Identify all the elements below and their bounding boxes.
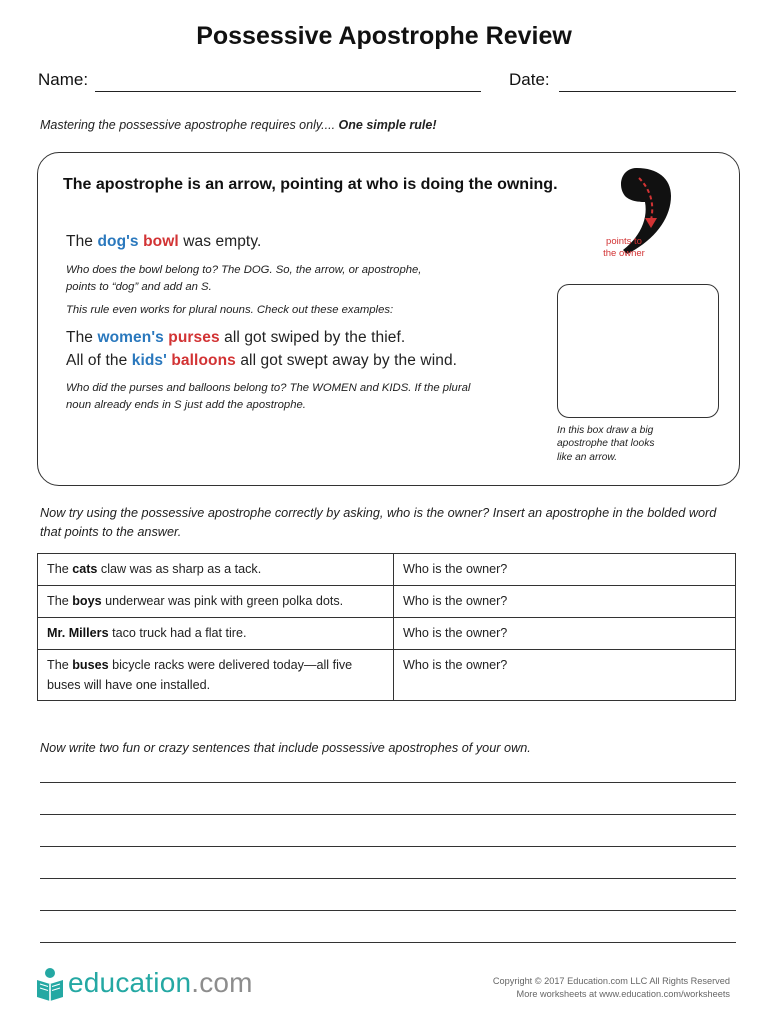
sentence-after: underwear was pink with green polka dots. — [105, 594, 344, 608]
name-field[interactable] — [95, 91, 481, 92]
write-prompt: Now write two fun or crazy sentences that include possessive apostrophes of your own. — [40, 741, 531, 755]
logo-suffix: .com — [191, 967, 253, 998]
sentence-after: bicycle racks were delivered today—all five buses will have one installed. — [47, 658, 353, 692]
draw-caption-line3: like an arrow. — [557, 451, 618, 463]
note-dog-line2: points to “dog” and add an S. — [66, 280, 212, 293]
example-kids-owner: kids' — [131, 352, 167, 369]
example-dog — [66, 233, 261, 251]
example-dog-owned: bowl — [143, 233, 179, 250]
sentence-after: taco truck had a flat tire. — [112, 626, 247, 640]
points-label-line1: points to — [606, 236, 642, 247]
sentence-bold-word: boys — [72, 594, 102, 608]
owner-answer-cell[interactable] — [394, 618, 736, 650]
table-row — [38, 650, 736, 701]
draw-caption-line1: In this box draw a big — [557, 425, 654, 436]
writing-line[interactable] — [40, 814, 736, 815]
example-dog-prefix: The — [66, 233, 94, 250]
logo-wordmark — [68, 967, 253, 999]
intro-rule-highlight: One simple rule! — [338, 118, 437, 132]
table-row — [38, 554, 736, 586]
example-kids-prefix: All of the — [66, 352, 128, 369]
sentence-before: The — [47, 562, 69, 576]
owner-answer-cell[interactable] — [394, 650, 736, 701]
intro-sentence: Mastering the possessive apostrophe requires only.... — [40, 118, 336, 132]
points-label-line2: the owner — [603, 247, 645, 259]
example-kids — [66, 352, 457, 370]
table-row — [38, 618, 736, 650]
date-field[interactable] — [559, 91, 736, 92]
writing-line[interactable] — [40, 782, 736, 783]
logo-main: education — [68, 967, 192, 998]
owner-question: Who is the owner? — [403, 594, 508, 608]
owner-answer-cell[interactable] — [394, 554, 736, 586]
example-women-rest: all got swiped by the thief. — [224, 329, 406, 346]
owner-question: Who is the owner? — [403, 658, 508, 672]
intro-text — [40, 118, 437, 132]
example-dog-owner: dog's — [97, 233, 139, 250]
note-women-kids — [66, 380, 470, 413]
owner-answer-cell[interactable] — [394, 586, 736, 618]
owner-question: Who is the owner? — [403, 562, 508, 576]
draw-caption-line2: apostrophe that looks — [557, 438, 655, 450]
note-dog-line1: Who does the bowl belong to? The DOG. So, the arrow, or apostrophe, — [66, 264, 422, 276]
example-women-owner: women's — [97, 329, 164, 346]
note-dog — [66, 262, 421, 295]
page-title: Possessive Apostrophe Review — [196, 22, 572, 50]
copyright-line: Copyright © 2017 Education.com LLC All Rights Reserved — [492, 976, 730, 986]
sentence-cell[interactable] — [38, 618, 394, 650]
example-women-owned: purses — [168, 329, 220, 346]
more-worksheets-line: More worksheets at www.education.com/worksheets — [516, 988, 730, 999]
exercise-instructions: Now try using the possessive apostrophe correctly by asking, who is the owner? Insert an apostrophe in the bolded word that points to the answer. — [40, 506, 717, 539]
rule-heading: The apostrophe is an arrow, pointing at who is doing the owning. — [63, 176, 558, 193]
example-women — [66, 329, 405, 347]
writing-line[interactable] — [40, 910, 736, 911]
reader-book-icon — [34, 966, 66, 1002]
example-kids-owned: balloons — [171, 352, 236, 369]
copyright-notice — [493, 975, 730, 1000]
sentence-cell[interactable] — [38, 586, 394, 618]
example-women-prefix: The — [66, 329, 94, 346]
note-women-kids-line1: Who did the purses and balloons belong to? The WOMEN and KIDS. If the plural — [66, 382, 471, 394]
note-women-kids-line2: noun already ends in S just add the apostrophe. — [66, 398, 306, 411]
note-plural: This rule even works for plural nouns. Check out these examples: — [66, 304, 394, 316]
writing-line[interactable] — [40, 846, 736, 847]
points-to-owner-label — [593, 236, 655, 259]
sentence-before: The — [47, 658, 69, 672]
sentence-cell[interactable] — [38, 554, 394, 586]
sentence-cell[interactable] — [38, 650, 394, 701]
example-kids-rest: all got swept away by the wind. — [240, 352, 458, 369]
writing-line[interactable] — [40, 942, 736, 943]
sentence-bold-word: cats — [72, 562, 98, 576]
drawing-box-caption — [557, 424, 697, 464]
sentence-after: claw was as sharp as a tack. — [100, 562, 262, 576]
sentence-before: The — [47, 594, 69, 608]
table-row — [38, 586, 736, 618]
drawing-box[interactable] — [557, 284, 719, 418]
owner-question: Who is the owner? — [403, 626, 508, 640]
sentence-bold-word: buses — [72, 658, 109, 672]
example-dog-rest: was empty. — [183, 233, 262, 250]
date-label: Date: — [509, 70, 550, 89]
writing-line[interactable] — [40, 878, 736, 879]
name-label: Name: — [38, 70, 89, 89]
sentence-bold-word: Mr. Millers — [47, 626, 109, 640]
exercise-table — [37, 553, 736, 701]
